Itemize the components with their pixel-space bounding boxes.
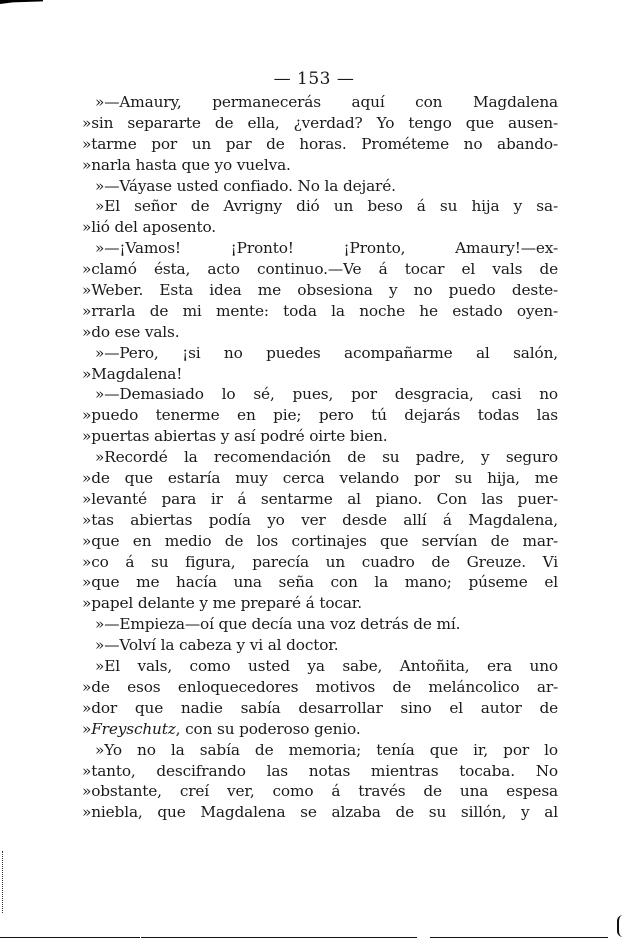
text-line: »rrarla de mi mente: toda la noche he estado oyen- bbox=[82, 301, 558, 320]
text-line: »El señor de Avrigny dió un beso á su hija y sa- bbox=[95, 197, 558, 216]
text-line: »Freyschutz, con su poderoso genio. bbox=[82, 719, 361, 738]
text-line: »—Amaury, permanecerás aquí con Magdalena bbox=[95, 93, 558, 111]
body-text bbox=[82, 92, 558, 823]
text-line: »—Empieza—oí que decía una voz detrás de mí. bbox=[95, 615, 461, 634]
text-line: »dor que nadie sabía desarrollar sino el autor de bbox=[82, 698, 558, 717]
text-line: »puedo tenerme en pie; pero tú dejarás todas las bbox=[82, 406, 558, 425]
text-line: »El vals, como usted ya sabe, Antoñita, era uno bbox=[95, 657, 558, 676]
text-line: »lió del aposento. bbox=[82, 218, 216, 237]
page-number: — 153 — bbox=[273, 69, 355, 89]
text-line: »—Demasiado lo sé, pues, por desgracia, casi no bbox=[95, 385, 558, 404]
text-line: »Weber. Esta idea me obsesiona y no puedo deste- bbox=[82, 281, 558, 300]
text-line: »niebla, que Magdalena se alzaba de su sillón, y al bbox=[82, 803, 558, 822]
corner-bracket-mark bbox=[617, 915, 624, 937]
text-line: »—Pero, ¡si no puedes acompañarme al salón, bbox=[95, 343, 558, 362]
bottom-edge-rule bbox=[430, 937, 608, 938]
italic-title: Freyschutz bbox=[91, 719, 176, 738]
text-line: »obstante, creí ver, como á través de una espesa bbox=[82, 782, 558, 801]
scan-edge-mark bbox=[0, 0, 43, 4]
bottom-edge-rule bbox=[0, 937, 140, 938]
scan-margin-specks bbox=[2, 851, 6, 913]
text-line: »levanté para ir á sentarme al piano. Con las puer- bbox=[82, 489, 558, 508]
text-line: »—Váyase usted confiado. No la dejaré. bbox=[95, 176, 396, 195]
text-line: »Recordé la recomendación de su padre, y seguro bbox=[95, 448, 558, 467]
text-line: »tas abiertas podía yo ver desde allí á Magdalena, bbox=[82, 510, 558, 529]
text-line: »de que estaría muy cerca velando por su hija, me bbox=[82, 469, 558, 488]
text-line: »narla hasta que yo vuelva. bbox=[82, 155, 291, 174]
text-line: »do ese vals. bbox=[82, 322, 180, 341]
text-line: »co á su figura, parecía un cuadro de Greuze. Vi bbox=[82, 552, 558, 571]
text-line: »puertas abiertas y así podré oirte bien. bbox=[82, 427, 388, 446]
text-line: »clamó ésta, acto continuo.—Ve á tocar el vals de bbox=[82, 260, 558, 279]
text-line: »Magdalena! bbox=[82, 364, 183, 383]
text-line: »de esos enloquecedores motivos de meláncolico ar- bbox=[82, 677, 558, 696]
bottom-edge-rule bbox=[141, 937, 417, 938]
text-line: »tanto, descifrando las notas mientras tocaba. No bbox=[82, 761, 558, 780]
text-line: »que me hacía una seña con la mano; púseme el bbox=[82, 573, 558, 592]
text-line: »papel delante y me preparé á tocar. bbox=[82, 594, 362, 613]
text-line: »—¡Vamos! ¡Pronto! ¡Pronto, Amaury!—ex- bbox=[95, 239, 558, 258]
text-line: »Yo no la sabía de memoria; tenía que ir, por lo bbox=[95, 740, 558, 759]
text-line: »sin separarte de ella, ¿verdad? Yo tengo que ausen- bbox=[82, 113, 558, 132]
text-line: »que en medio de los cortinajes que servían de mar- bbox=[82, 531, 558, 550]
text-line: »tarme por un par de horas. Prométeme no abando- bbox=[82, 134, 558, 153]
text-line: »—Volví la cabeza y vi al doctor. bbox=[95, 636, 339, 655]
